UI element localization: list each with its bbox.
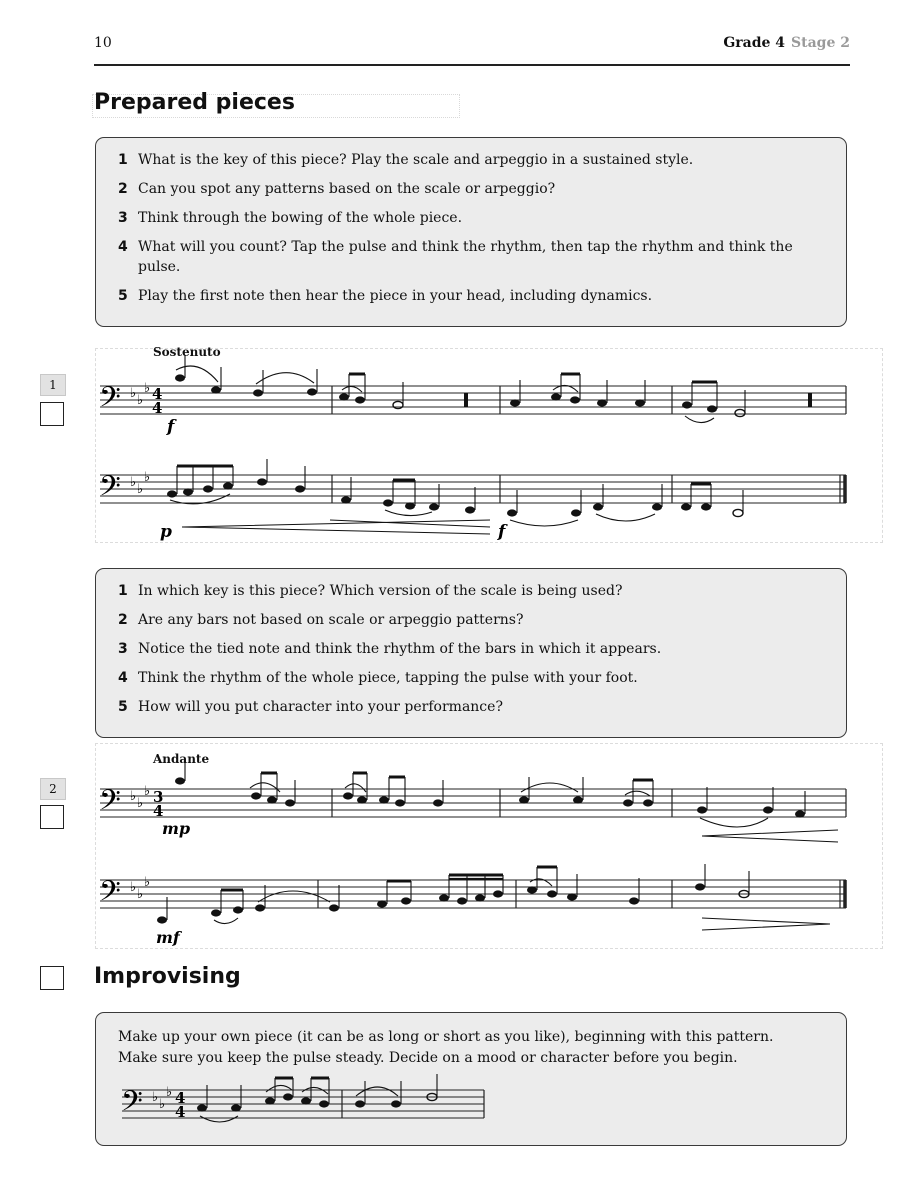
dynamic-marking: mf: [156, 928, 180, 947]
improvising-text-2: Make sure you keep the pulse steady. Decide on a mood or character before you begin.: [118, 1050, 738, 1066]
question-text: How will you put character into your performance?: [138, 699, 503, 715]
time-sig-bottom: 4: [175, 1103, 186, 1121]
flat-icon: ♭: [166, 1085, 173, 1100]
question-number: 5: [118, 699, 128, 715]
dynamic-marking: f: [498, 522, 506, 542]
bass-clef-icon: 𝄢: [99, 784, 121, 824]
question-text: Are any bars not based on scale or arpeggio patterns?: [138, 612, 524, 628]
flat-icon: ♭: [137, 796, 144, 811]
time-sig-top: 3: [153, 788, 164, 806]
flat-icon: ♭: [144, 381, 151, 396]
question-text: Notice the tied note and think the rhythm of the bars in which it appears.: [138, 641, 662, 657]
question-number: 4: [118, 670, 128, 686]
prepared-pieces-title: Prepared pieces: [94, 90, 295, 115]
piece-1-tempo: Sostenuto: [153, 345, 221, 359]
bass-clef-icon: 𝄢: [99, 381, 121, 421]
stage-label: Stage 2: [791, 35, 850, 51]
question-text: Play the first note then hear the piece in your head, including dynamics.: [138, 288, 653, 304]
flat-icon: ♭: [130, 475, 137, 490]
question-number: 1: [118, 152, 128, 168]
time-sig-bottom: 4: [153, 802, 164, 820]
dynamic-marking: mp: [162, 819, 191, 838]
piece-2-number: 2: [40, 778, 66, 800]
flat-icon: ♭: [130, 789, 137, 804]
question-number: 5: [118, 288, 128, 304]
flat-icon: ♭: [144, 784, 151, 799]
flat-icon: ♭: [137, 482, 144, 497]
question-number: 2: [118, 181, 128, 197]
grade-text: Grade 4: [723, 35, 786, 51]
bass-clef-icon: 𝄢: [99, 470, 121, 510]
bass-clef-icon: 𝄢: [121, 1085, 143, 1125]
question-number: 4: [118, 239, 128, 255]
flat-icon: ♭: [144, 470, 151, 485]
question-text: Think the rhythm of the whole piece, tapping the pulse with your foot.: [138, 670, 638, 686]
piece-2-tempo: Andante: [153, 752, 210, 766]
question-number: 1: [118, 583, 128, 599]
time-sig-top: 4: [175, 1089, 186, 1107]
question-text: What is the key of this piece? Play the scale and arpeggio in a sustained style.: [138, 152, 694, 168]
flat-icon: ♭: [130, 386, 137, 401]
dynamic-marking: f: [167, 417, 175, 437]
page-number: 10: [94, 35, 112, 51]
dynamic-marking: p: [160, 522, 172, 542]
piece-1-number: 1: [40, 374, 66, 396]
flat-icon: ♭: [144, 875, 151, 890]
time-sig-bottom: 4: [152, 399, 163, 417]
flat-icon: ♭: [137, 393, 144, 408]
question-text: Think through the bowing of the whole piece.: [138, 210, 463, 226]
question-text: Can you spot any patterns based on the scale or arpeggio?: [138, 181, 556, 197]
flat-icon: ♭: [159, 1097, 166, 1112]
flat-icon: ♭: [152, 1090, 159, 1105]
flat-icon: ♭: [130, 880, 137, 895]
question-number: 3: [118, 641, 128, 657]
time-sig-top: 4: [152, 385, 163, 403]
improvising-text-1: Make up your own piece (it can be as long or short as you like), beginning with this pattern.: [118, 1029, 774, 1045]
bass-clef-icon: 𝄢: [99, 875, 121, 915]
flat-icon: ♭: [137, 887, 144, 902]
improvising-title: Improvising: [94, 964, 241, 989]
question-text: What will you count? Tap the pulse and think the rhythm, then tap the rhythm and think the pulse.: [138, 239, 793, 275]
question-text: In which key is this piece? Which version of the scale is being used?: [138, 583, 623, 599]
question-number: 3: [118, 210, 128, 226]
question-number: 2: [118, 612, 128, 628]
